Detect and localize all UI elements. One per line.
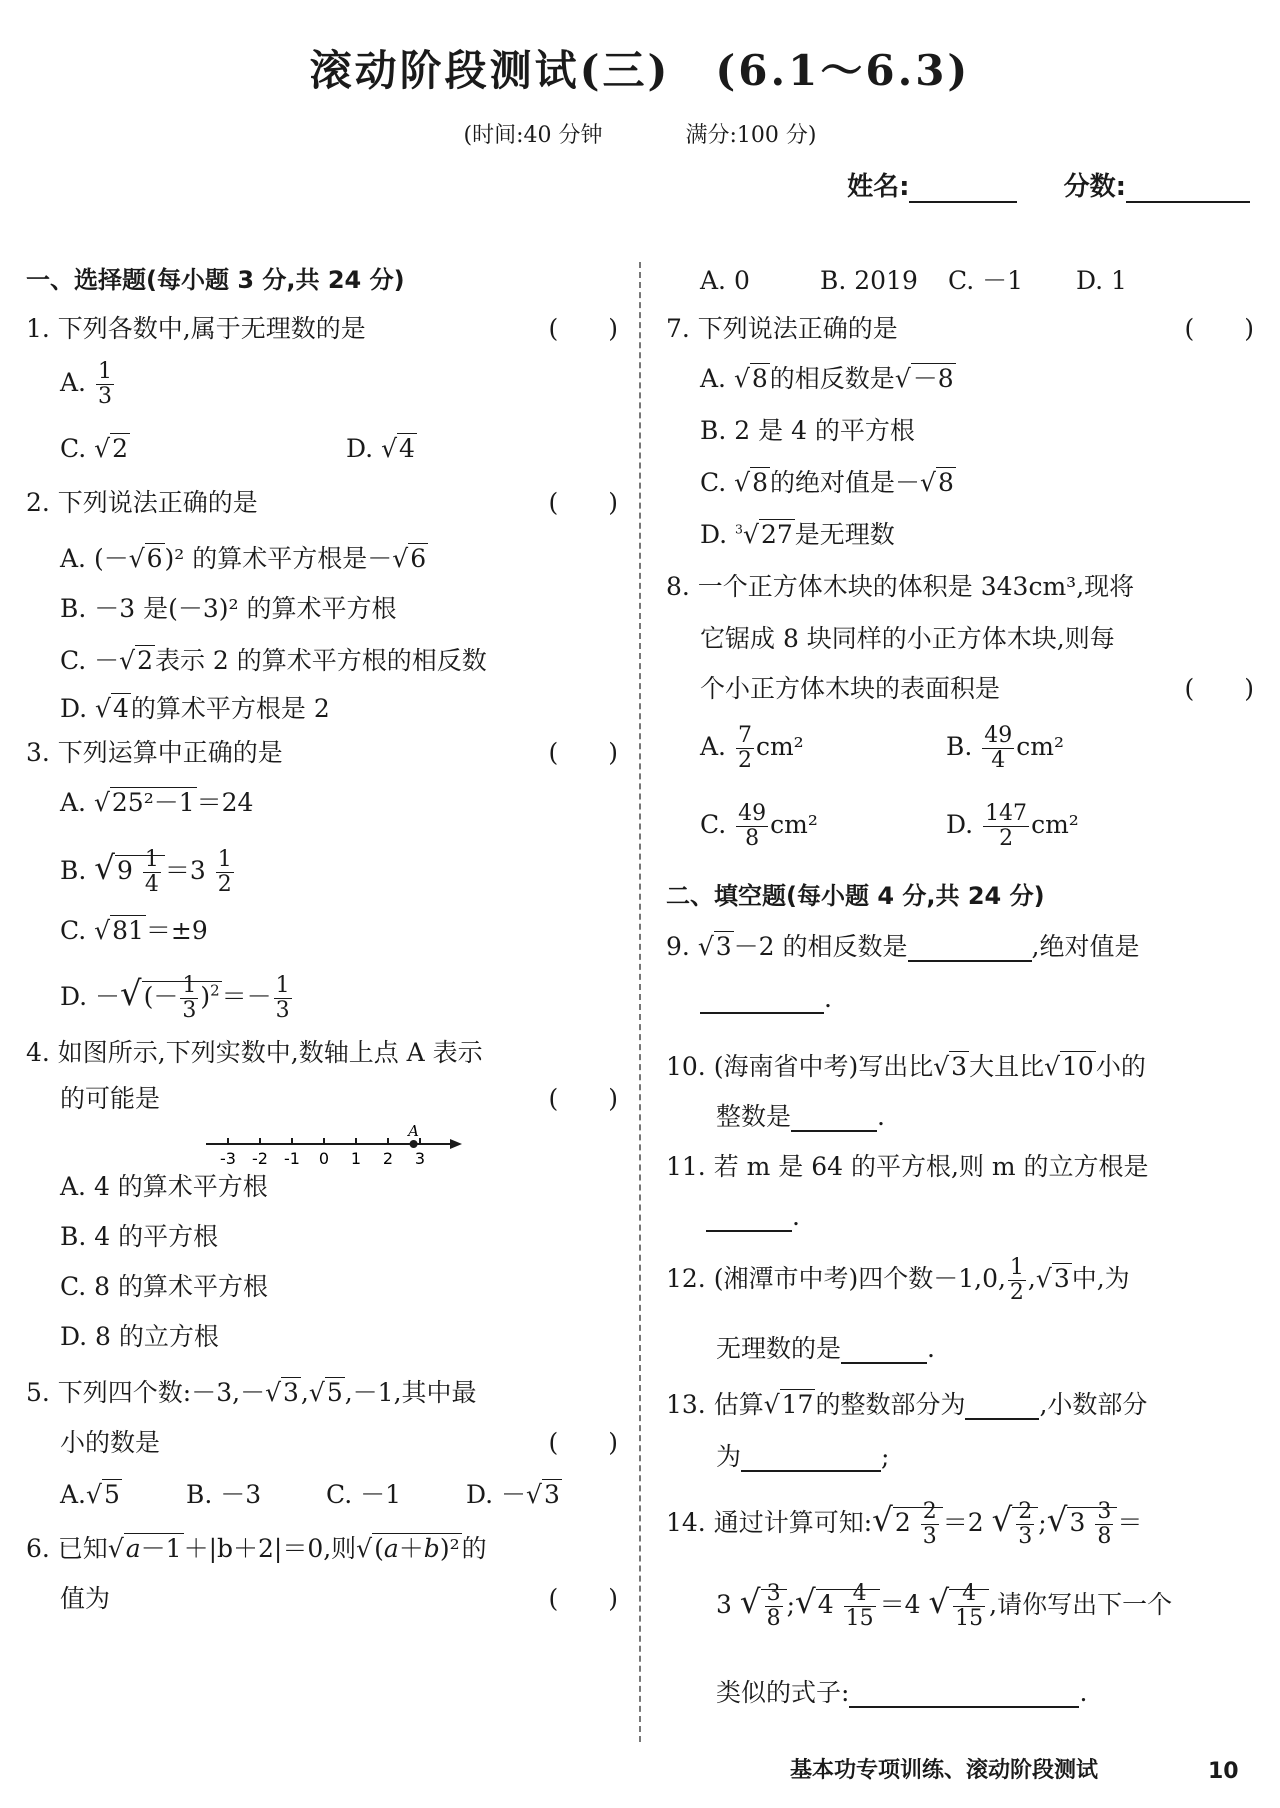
number-line-arrow (450, 1139, 462, 1149)
question-14-line3: 类似的式子: . (716, 1678, 1088, 1707)
question-11-line1: 11. 若 m 是 64 的平方根,则 m 的立方根是 (666, 1152, 1149, 1181)
time-limit: (时间:40 分钟 (463, 123, 603, 148)
tick-label: 2 (382, 1149, 394, 1168)
question-4-line2: 的可能是 ( ) (60, 1084, 618, 1113)
number-line-figure (206, 1124, 466, 1174)
q7-option-b: B. 2 是 4 的平方根 (700, 416, 915, 445)
q2-option-a: A. (－√6)² 的算术平方根是－√6 (60, 544, 427, 573)
question-10-line2: 整数是 . (716, 1102, 885, 1131)
tick-label: 1 (350, 1149, 362, 1168)
q4-option-c: C. 8 的算术平方根 (60, 1272, 268, 1301)
q3-option-d: D. －√(－ $\frac{1}{3}$ )$^2$＝－ $\frac{1}{3}$ (60, 973, 290, 1024)
question-5-line2: 小的数是 ( ) (60, 1428, 618, 1457)
question-12-line2: 无理数的是 . (716, 1334, 935, 1363)
question-13-line1: 13. 估算√17的整数部分为 ,小数部分 (666, 1390, 1148, 1419)
total-score: 满分:100 分) (685, 123, 817, 148)
question-2: 2. 下列说法正确的是 ( ) (26, 488, 618, 517)
q7-option-c: C. √8的绝对值是－√8 (700, 468, 954, 497)
q11-blank[interactable] (706, 1204, 792, 1232)
score-blank[interactable] (1126, 174, 1250, 203)
question-7: 7. 下列说法正确的是 ( ) (666, 314, 1254, 343)
question-3: 3. 下列运算中正确的是 ( ) (26, 738, 618, 767)
question-4-line1: 4. 如图所示,下列实数中,数轴上点 A 表示 (26, 1038, 483, 1067)
section-2-heading: 二、填空题(每小题 4 分,共 24 分) (666, 882, 1045, 910)
name-label: 姓名: (847, 172, 910, 202)
question-9-line1: 9. √3－2 的相反数是 ,绝对值是 (666, 932, 1140, 961)
answer-paren[interactable]: ( ) (1184, 674, 1254, 703)
q13-blank-1[interactable] (965, 1392, 1039, 1420)
q8-options-cd: C. $\frac{49}{8}$ cm² D. $\frac{147}{2}$ cm² (700, 801, 1079, 852)
question-9-line2: . (666, 984, 1262, 1014)
q12-blank[interactable] (841, 1336, 927, 1364)
question-8-line3: 个小正方体木块的表面积是 ( ) (700, 674, 1254, 703)
q9-blank-2[interactable] (700, 986, 824, 1014)
q2-option-b: B. －3 是(－3)² 的算术平方根 (60, 594, 397, 623)
page-number: 10 (1208, 1759, 1239, 1784)
answer-paren[interactable]: ( ) (548, 488, 618, 517)
question-12-line1: 12. (湘潭市中考)四个数－1,0, $\frac{1}{2}$ ,√3中,为 (666, 1255, 1130, 1306)
q7-option-d: D. $^3$√27是无理数 (700, 520, 895, 549)
footer-title: 基本功专项训练、滚动阶段测试 (790, 1758, 1099, 1783)
question-6-line1: 6. 已知√a－1＋|b＋2|＝0,则√(a＋b)²的 (26, 1534, 487, 1563)
page-title: 滚动阶段测试(三) (6.1～6.3) (309, 46, 971, 95)
q1-option-a: A. $\frac{1}{3}$ (60, 359, 112, 410)
question-14-line2: 3 √ $\frac{3}{8}$ ;√4 $\frac{4}{15}$ ＝4 √ $\frac{4}{15}$ ,请你写出下一个 (716, 1581, 1173, 1632)
point-a-label: A (408, 1124, 420, 1140)
question-5-line1: 5. 下列四个数:－3,－√3,√5,－1,其中最 (26, 1378, 477, 1407)
q6-options: A. 0 B. 2019 C. －1 D. 1 (700, 266, 1127, 295)
q4-option-d: D. 8 的立方根 (60, 1322, 219, 1351)
q8-options-ab: A. $\frac{7}{2}$ cm² B. $\frac{49}{4}$ cm² (700, 723, 1065, 774)
question-1: 1. 下列各数中,属于无理数的是 ( ) (26, 314, 618, 343)
point-a-marker (410, 1140, 418, 1148)
q1-options-cd: C. √2 D. √4 (60, 434, 415, 463)
question-10-line1: 10. (海南省中考)写出比√3大且比√10小的 (666, 1052, 1146, 1081)
q5-options: A.√5 B. －3 C. －1 D. －√3 (60, 1480, 560, 1509)
q9-blank-1[interactable] (908, 934, 1032, 962)
exam-info (0, 118, 1280, 149)
answer-paren[interactable]: ( ) (548, 314, 618, 343)
q4-option-b: B. 4 的平方根 (60, 1222, 219, 1251)
fraction: $\frac{1}{3}$ (97, 359, 112, 410)
tick-label: -2 (252, 1149, 268, 1168)
answer-paren[interactable]: ( ) (548, 738, 618, 767)
tick-label: 0 (318, 1149, 330, 1168)
answer-paren[interactable]: ( ) (548, 1428, 618, 1457)
answer-paren[interactable]: ( ) (548, 1584, 618, 1613)
question-8-line1: 8. 一个正方体木块的体积是 343cm³,现将 (666, 572, 1135, 601)
score-label: 分数: (1063, 172, 1126, 202)
q3-option-b: B. √9 $\frac{1}{4}$ ＝3 $\frac{1}{2}$ (60, 847, 232, 898)
answer-paren[interactable]: ( ) (548, 1084, 618, 1113)
tick-label: -1 (284, 1149, 300, 1168)
q10-blank[interactable] (791, 1104, 877, 1132)
q13-blank-2[interactable] (741, 1444, 881, 1472)
question-6-line2: 值为 ( ) (60, 1584, 618, 1613)
tick-label: -3 (220, 1149, 236, 1168)
question-13-line2: 为 ; (716, 1442, 890, 1471)
q3-option-c: C. √81＝±9 (60, 916, 208, 945)
question-11-line2: . (666, 1202, 1262, 1232)
q3-option-a: A. √25²－1＝24 (60, 788, 254, 817)
q2-option-c: C. －√2表示 2 的算术平方根的相反数 (60, 646, 487, 675)
name-score-line (847, 166, 1250, 203)
question-14-line1: 14. 通过计算可知:√2 $\frac{2}{3}$ ＝2 √ $\frac{2}{3}$ ;√3 $\frac{3}{8}$ ＝ (666, 1499, 1143, 1550)
q4-option-a: A. 4 的算术平方根 (60, 1172, 268, 1201)
tick-label: 3 (414, 1149, 426, 1168)
question-8-line2: 它锯成 8 块同样的小正方体木块,则每 (700, 624, 1115, 653)
answer-paren[interactable]: ( ) (1184, 314, 1254, 343)
q2-option-d: D. √4的算术平方根是 2 (60, 694, 330, 723)
section-1-heading: 一、选择题(每小题 3 分,共 24 分) (26, 266, 405, 294)
q7-option-a: A. √8的相反数是√－8 (700, 364, 954, 393)
column-divider (639, 262, 641, 1742)
q14-blank[interactable] (849, 1680, 1079, 1708)
name-blank[interactable] (909, 174, 1017, 203)
